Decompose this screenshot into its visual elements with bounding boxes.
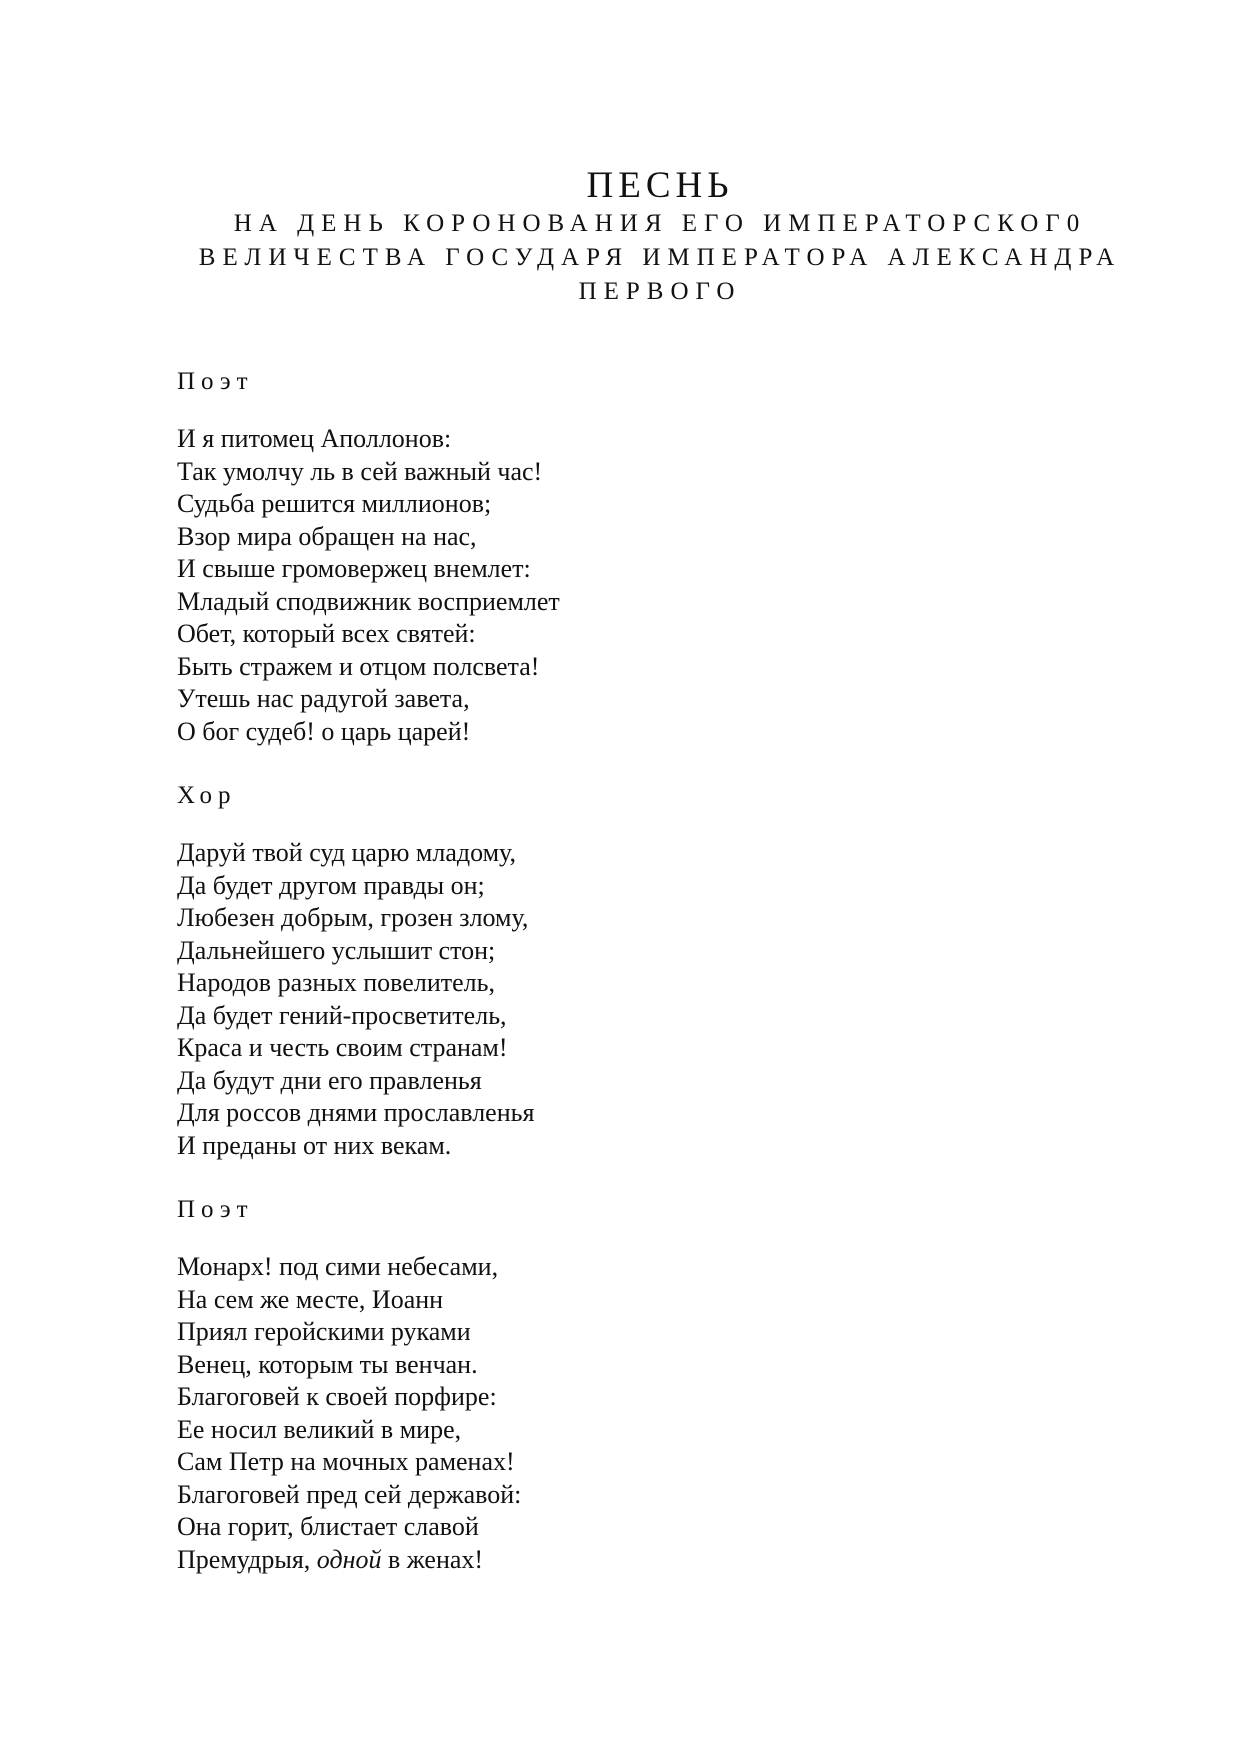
speaker-label: Хор	[177, 782, 237, 809]
verse-line: Так умолчу ль в сей важный час!	[177, 456, 543, 486]
poem-section-2	[177, 776, 1077, 1190]
verse-line: О бог судеб! о царь царей!	[177, 716, 471, 746]
verse-line: На сем же месте, Иоанн	[177, 1284, 444, 1314]
verse-line: И я питомец Аполлонов:	[177, 424, 452, 453]
verse-line: И свыше громовержец внемлет:	[177, 554, 531, 583]
verse-line: Краса и честь своим странам!	[177, 1033, 508, 1062]
stanza	[177, 837, 1077, 1162]
verse-line: Быть стражем и отцом полсвета!	[177, 651, 540, 681]
verse-line-last	[177, 1544, 1077, 1577]
verse-line: Даруй твой суд царю младому,	[177, 838, 516, 867]
verse-line: Сам Петр на мочных раменах!	[177, 1447, 515, 1476]
verse-line: Дальнейшего услышит стон;	[177, 935, 496, 965]
verse-line: Венец, которым ты венчан.	[177, 1349, 478, 1379]
verse-line: Да будет гений-просветитель,	[177, 1000, 507, 1030]
verse-line: Для россов днями прославленья	[177, 1098, 535, 1127]
poem-header	[100, 166, 1220, 308]
verse-line: Судьба решится миллионов;	[177, 489, 492, 518]
verse-text: Премудрыя,	[177, 1544, 317, 1574]
verse-line: Взор мира обращен на нас,	[177, 521, 477, 551]
stanza	[177, 1251, 1077, 1576]
verse-text: в женах!	[381, 1544, 484, 1574]
verse-italic-word: одной	[316, 1544, 382, 1574]
poem-section-3	[177, 1190, 1077, 1576]
poem-body	[177, 362, 1077, 1576]
verse-line: Приял геройскими руками	[177, 1317, 471, 1346]
verse-line: Да будет другом правды он;	[177, 870, 485, 900]
verse-line: Да будут дни его правленья	[177, 1065, 482, 1095]
verse-line: Утешь нас радугой завета,	[177, 684, 470, 713]
poem-subtitle-line-3: ПЕРВОГО	[578, 278, 742, 305]
poem-title: ПЕСНЬ	[586, 165, 734, 206]
verse-line: Ее носил великий в мире,	[177, 1414, 462, 1444]
verse-line: Она горит, блистает славой	[177, 1512, 479, 1541]
stanza	[177, 423, 1077, 748]
poem-section-1	[177, 362, 1077, 776]
verse-line: Благоговей пред сей державой:	[177, 1479, 522, 1509]
speaker-label: Поэт	[177, 1196, 254, 1223]
verse-line: Любезен добрым, грозен злому,	[177, 903, 529, 932]
verse-line: Народов разных повелитель,	[177, 968, 495, 997]
verse-line: Благоговей к своей порфире:	[177, 1382, 497, 1411]
verse-line: Младый сподвижник восприемлет	[177, 586, 560, 616]
poem-subtitle-line-1: НА ДЕНЬ КОРОНОВАНИЯ ЕГО ИМПЕРАТОРСКОГ0	[233, 210, 1087, 237]
verse-line: И преданы от них векам.	[177, 1130, 452, 1160]
poem-subtitle-line-2: ВЕЛИЧЕСТВА ГОСУДАРЯ ИМПЕРАТОРА АЛЕКСАНДРА	[198, 244, 1122, 271]
verse-line: Монарх! под сими небесами,	[177, 1252, 499, 1281]
verse-line: Обет, который всех святей:	[177, 619, 476, 648]
speaker-label: Поэт	[177, 368, 254, 395]
